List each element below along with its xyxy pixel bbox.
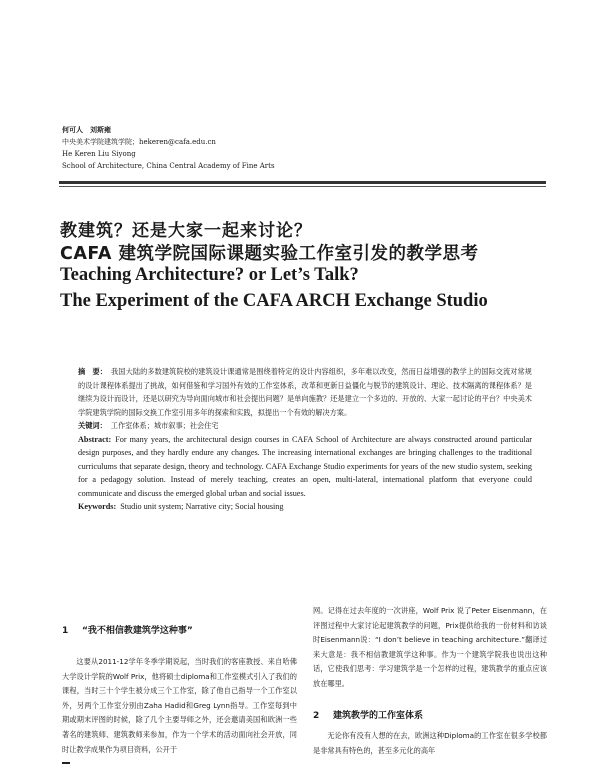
title-cn-line2: CAFA 建筑学院国际课题实验工作室引发的教学思考 xyxy=(60,244,479,264)
title-en-line2: The Experiment of the CAFA ARCH Exchange Studio xyxy=(60,291,488,311)
section-1-title: “我不相信教建筑学这种事” xyxy=(82,626,193,636)
section-2-paragraph: 无论你有没有人想的在去，欧洲这种Diploma的工作室在很多学校都是非常具有特色的，甚至多元化的高年 xyxy=(313,731,547,755)
header-rule-thin xyxy=(59,186,546,187)
right-column-paragraph: 网。记得在过去年度的一次讲座，Wolf Prix 说了Peter Eisenmann，在评图过程中大家讨论起建筑教学的问题，Prix提供给我的一份材料和访谈时Eisenmann说：“I don’t believe in teaching architecture.”翻译过来大意是：我不相信教建筑学这种事。作为一个建筑学院我也说出这种话，它使我们思考：学习建筑学是一个怎样的过程，建筑教学的重点应该放在哪里。 xyxy=(313,606,547,688)
abstract-en-label: Abstract: xyxy=(78,434,112,444)
section-2-title: 建筑教学的工作室体系 xyxy=(333,711,424,721)
keywords-cn-label: 关键词： xyxy=(78,421,107,430)
keywords-cn xyxy=(78,419,532,433)
section-1-body xyxy=(62,655,297,757)
author-affiliation-cn: 中央美术学院建筑学院；hekeren@cafa.edu.cn xyxy=(62,138,216,146)
title-en-line1: Teaching Architecture? or Let’s Talk? xyxy=(60,265,359,285)
author-names-cn: 何可人 刘斯雍 xyxy=(62,125,111,134)
section-2-body xyxy=(313,729,547,758)
author-names-en: He Keren Liu Siyong xyxy=(62,150,136,158)
abstract-block xyxy=(78,365,532,514)
author-affiliation-en: School of Architecture, China Central Academy of Fine Arts xyxy=(62,162,275,170)
keywords-en xyxy=(78,500,532,514)
abstract-cn-text: 我国大陆的多数建筑院校的建筑设计课通常是围绕着特定的设计内容组织，多年难以改变，然而日益增强的教学上的国际交流对常规的设计课程体系提出了挑战，如何借鉴和学习国外有效的工作室体系，改革和更新日益僵化与脱节的建筑设计、理论、技术隔离的课程体系？是继续为设计而设计，还是以研究为导向面向城市和社会提出问题？是单向施教？还是建立一个多边的、开放的、大家一起讨论的平台？中央美术学院建筑学院的国际交换工作室引用多年的探索和实践，拟提出一个有效的解决方案。 xyxy=(78,367,532,417)
section-2-number: 2 xyxy=(313,711,320,721)
keywords-cn-text: 工作室体系；城市叙事；社会住宅 xyxy=(110,421,219,430)
abstract-cn xyxy=(78,365,532,419)
keywords-en-label: Keywords: xyxy=(78,502,117,511)
title-cn-line1: 教建筑？还是大家一起来讨论？ xyxy=(60,221,312,241)
section-1-heading xyxy=(62,623,193,636)
section-2-heading xyxy=(313,708,423,721)
abstract-en-text: For many years, the architectural design courses in CAFA School of Architecture are always constructed around particular design purposes, and they hardly endure any changes. The increasing international exchanges are bringing challenges to the traditional curriculums that separate design, theory and technology. CAFA Exchange Studio experiments for years of the new studio system, seeking for a pedagogy solution. Instead of merely teaching, creates an open, multi-lateral, international platform that everyone could communicate and discuss the emerged global urban and social issues. xyxy=(78,434,532,498)
footer-mark xyxy=(62,762,70,764)
header-rule-thick xyxy=(59,181,546,184)
abstract-cn-label: 摘 要： xyxy=(78,367,108,376)
section-1-paragraph: 这要从2011-12学年冬季学期说起，当时我们的客座教授、来自哈佛大学设计学院的Wolf Prix，他将硕士diploma和工作室模式引入了我们的课程，当时三十个学生被分成三个工作室，除了他自己指导一个工作室以外，另两个工作室分别由Zaha Hadid和Greg Lynn指导。工作室每到中期或期末评图的时候，除了几个主要导师之外，还会邀请美国和欧洲一些著名的建筑师、建筑教师来参加，作为一个学术的活动面向社会开放，同时让教学成果作为项目资料，公开于 xyxy=(62,657,297,754)
keywords-en-text: Studio unit system; Narrative city; Social housing xyxy=(120,502,284,511)
right-column-body xyxy=(313,604,547,692)
author-block xyxy=(62,124,562,172)
section-1-number: 1 xyxy=(62,626,69,636)
abstract-en xyxy=(78,433,532,501)
